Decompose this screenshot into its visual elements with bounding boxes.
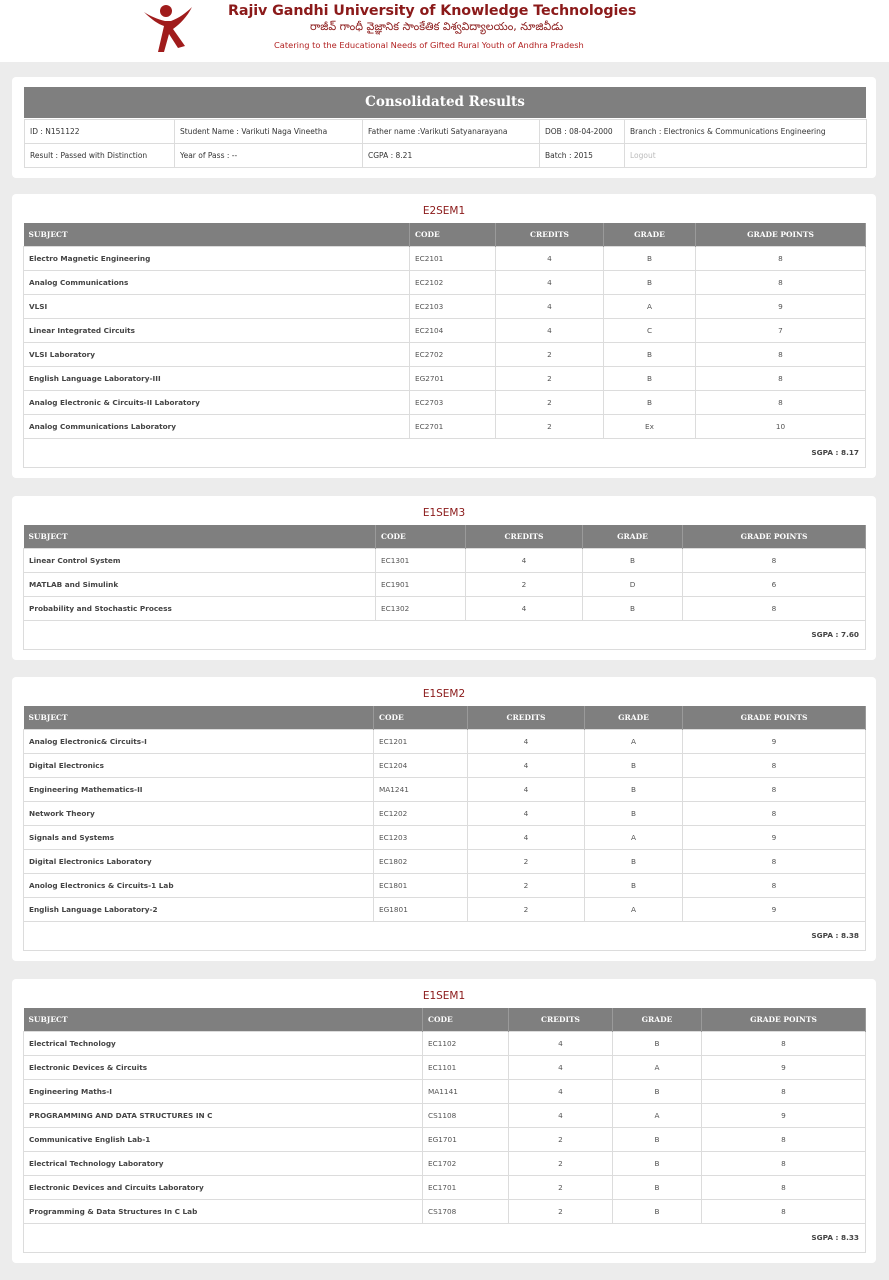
subject-code: EG1801 bbox=[374, 897, 468, 921]
credits: 4 bbox=[509, 1103, 613, 1127]
credits: 2 bbox=[509, 1151, 613, 1175]
grade: B bbox=[585, 801, 683, 825]
subject-code: EC1901 bbox=[376, 572, 466, 596]
subject-code: EC1102 bbox=[423, 1031, 509, 1055]
grade: B bbox=[604, 366, 696, 390]
student-name: Student Name : Varikuti Naga Vineetha bbox=[175, 120, 363, 144]
column-header-credits: CREDITS bbox=[468, 706, 585, 729]
consolidated-results-title: Consolidated Results bbox=[24, 87, 866, 118]
grade-points: 8 bbox=[683, 753, 866, 777]
semester-card-e2sem1 bbox=[12, 194, 876, 478]
grade-points: 8 bbox=[683, 596, 866, 620]
grade: A bbox=[585, 729, 683, 753]
column-header-subject: SUBJECT bbox=[24, 1008, 423, 1031]
credits: 2 bbox=[468, 849, 585, 873]
subject-name: Electro Magnetic Engineering bbox=[24, 246, 410, 270]
column-header-credits: CREDITS bbox=[509, 1008, 613, 1031]
sgpa-row bbox=[24, 1223, 866, 1252]
grade: B bbox=[613, 1127, 702, 1151]
column-header-subject: SUBJECT bbox=[24, 706, 374, 729]
grade: D bbox=[583, 572, 683, 596]
grade: B bbox=[613, 1175, 702, 1199]
grades-table bbox=[23, 223, 866, 468]
subject-name: VLSI Laboratory bbox=[24, 342, 410, 366]
subject-code: EC2104 bbox=[410, 318, 496, 342]
column-header-grade: GRADE bbox=[583, 525, 683, 548]
university-name: Rajiv Gandhi University of Knowledge Technologies bbox=[228, 3, 637, 19]
grade-points: 8 bbox=[683, 801, 866, 825]
sgpa-row bbox=[24, 620, 866, 649]
grade-points: 8 bbox=[702, 1079, 866, 1103]
subject-name: VLSI bbox=[24, 294, 410, 318]
credits: 4 bbox=[496, 246, 604, 270]
grade-points: 6 bbox=[683, 572, 866, 596]
grade-points: 8 bbox=[696, 270, 866, 294]
table-row bbox=[24, 1199, 866, 1223]
table-row bbox=[24, 548, 866, 572]
table-row bbox=[24, 1103, 866, 1127]
grade: A bbox=[604, 294, 696, 318]
grade: B bbox=[613, 1079, 702, 1103]
table-row bbox=[24, 849, 866, 873]
subject-code: EC1701 bbox=[423, 1175, 509, 1199]
grade: A bbox=[613, 1055, 702, 1079]
grade-points: 8 bbox=[696, 390, 866, 414]
grade: B bbox=[585, 849, 683, 873]
table-row bbox=[24, 1055, 866, 1079]
table-row bbox=[24, 342, 866, 366]
column-header-code: CODE bbox=[410, 223, 496, 246]
grades-table bbox=[23, 525, 866, 650]
grade-points: 8 bbox=[683, 548, 866, 572]
grade: Ex bbox=[604, 414, 696, 438]
grade: A bbox=[585, 897, 683, 921]
subject-code: EC1101 bbox=[423, 1055, 509, 1079]
subject-name: Linear Control System bbox=[24, 548, 376, 572]
column-header-grade-points: GRADE POINTS bbox=[683, 525, 866, 548]
subject-name: PROGRAMMING AND DATA STRUCTURES IN C bbox=[24, 1103, 423, 1127]
university-name-telugu: రాజీవ్ గాంధీ వైజ్ఞానిక సాంకేతిక విశ్వవిద్యాలయం, నూజివీడు bbox=[310, 20, 564, 33]
grade-points: 7 bbox=[696, 318, 866, 342]
grades-table bbox=[23, 706, 866, 951]
branch: Branch : Electronics & Communications Engineering bbox=[625, 120, 867, 144]
batch: Batch : 2015 bbox=[540, 144, 625, 168]
credits: 4 bbox=[509, 1031, 613, 1055]
subject-name: Digital Electronics Laboratory bbox=[24, 849, 374, 873]
subject-code: EC1203 bbox=[374, 825, 468, 849]
grade: B bbox=[613, 1151, 702, 1175]
grade: B bbox=[613, 1199, 702, 1223]
table-header-row bbox=[24, 525, 866, 548]
subject-name: English Language Laboratory-III bbox=[24, 366, 410, 390]
credits: 2 bbox=[468, 897, 585, 921]
grade: B bbox=[585, 753, 683, 777]
subject-name: English Language Laboratory-2 bbox=[24, 897, 374, 921]
semester-title: E1SEM2 bbox=[422, 688, 466, 700]
student-id: ID : N151122 bbox=[25, 120, 175, 144]
column-header-grade-points: GRADE POINTS bbox=[696, 223, 866, 246]
credits: 2 bbox=[496, 414, 604, 438]
subject-name: Analog Electronic& Circuits-I bbox=[24, 729, 374, 753]
semester-card-e1sem1 bbox=[12, 979, 876, 1263]
student-info-table bbox=[24, 119, 867, 168]
subject-name: Signals and Systems bbox=[24, 825, 374, 849]
column-header-grade-points: GRADE POINTS bbox=[683, 706, 866, 729]
year-of-pass: Year of Pass : -- bbox=[175, 144, 363, 168]
grade: B bbox=[585, 873, 683, 897]
date-of-birth: DOB : 08-04-2000 bbox=[540, 120, 625, 144]
table-row bbox=[24, 318, 866, 342]
university-logo-icon bbox=[142, 2, 194, 54]
table-header-row bbox=[24, 223, 866, 246]
semester-title: E1SEM3 bbox=[422, 507, 466, 519]
sgpa-value: SGPA : 7.60 bbox=[24, 620, 866, 649]
student-info-row bbox=[25, 144, 867, 168]
cgpa: CGPA : 8.21 bbox=[363, 144, 540, 168]
subject-code: EC2101 bbox=[410, 246, 496, 270]
column-header-credits: CREDITS bbox=[496, 223, 604, 246]
grade-points: 9 bbox=[683, 729, 866, 753]
subject-name: Electrical Technology bbox=[24, 1031, 423, 1055]
sgpa-row bbox=[24, 438, 866, 467]
credits: 2 bbox=[496, 390, 604, 414]
column-header-subject: SUBJECT bbox=[24, 223, 410, 246]
table-row bbox=[24, 596, 866, 620]
credits: 4 bbox=[468, 825, 585, 849]
subject-code: EC1204 bbox=[374, 753, 468, 777]
table-header-row bbox=[24, 706, 866, 729]
semester-title: E2SEM1 bbox=[422, 205, 466, 217]
table-row bbox=[24, 1127, 866, 1151]
credits: 2 bbox=[496, 342, 604, 366]
table-row bbox=[24, 1175, 866, 1199]
grade: B bbox=[604, 270, 696, 294]
grade: B bbox=[604, 246, 696, 270]
grade: C bbox=[604, 318, 696, 342]
table-row bbox=[24, 777, 866, 801]
credits: 4 bbox=[468, 777, 585, 801]
subject-name: Communicative English Lab-1 bbox=[24, 1127, 423, 1151]
table-row bbox=[24, 1031, 866, 1055]
subject-code: EC2102 bbox=[410, 270, 496, 294]
column-header-credits: CREDITS bbox=[466, 525, 583, 548]
sgpa-value: SGPA : 8.38 bbox=[24, 921, 866, 950]
grade: B bbox=[585, 777, 683, 801]
column-header-subject: SUBJECT bbox=[24, 525, 376, 548]
subject-name: Probability and Stochastic Process bbox=[24, 596, 376, 620]
table-row bbox=[24, 801, 866, 825]
table-row bbox=[24, 390, 866, 414]
father-name: Father name :Varikuti Satyanarayana bbox=[363, 120, 540, 144]
subject-name: Engineering Mathematics-II bbox=[24, 777, 374, 801]
subject-code: EC2703 bbox=[410, 390, 496, 414]
grade-points: 8 bbox=[696, 342, 866, 366]
grade-points: 9 bbox=[683, 897, 866, 921]
subject-code: CS1708 bbox=[423, 1199, 509, 1223]
grade-points: 9 bbox=[696, 294, 866, 318]
grade-points: 8 bbox=[702, 1151, 866, 1175]
credits: 4 bbox=[509, 1079, 613, 1103]
grade-points: 8 bbox=[702, 1199, 866, 1223]
grade-points: 10 bbox=[696, 414, 866, 438]
credits: 2 bbox=[468, 873, 585, 897]
semester-card-e1sem3 bbox=[12, 496, 876, 660]
column-header-code: CODE bbox=[374, 706, 468, 729]
semester-card-e1sem2 bbox=[12, 677, 876, 961]
grade: B bbox=[604, 342, 696, 366]
subject-code: EC2701 bbox=[410, 414, 496, 438]
result-status: Result : Passed with Distinction bbox=[25, 144, 175, 168]
table-header-row bbox=[24, 1008, 866, 1031]
credits: 4 bbox=[466, 596, 583, 620]
subject-code: EC1201 bbox=[374, 729, 468, 753]
logout-link[interactable]: Logout bbox=[625, 144, 867, 168]
university-tagline: Catering to the Educational Needs of Gifted Rural Youth of Andhra Pradesh bbox=[274, 40, 584, 50]
column-header-code: CODE bbox=[423, 1008, 509, 1031]
sgpa-value: SGPA : 8.33 bbox=[24, 1223, 866, 1252]
subject-name: Engineering Maths-I bbox=[24, 1079, 423, 1103]
subject-code: MA1141 bbox=[423, 1079, 509, 1103]
subject-code: EG1701 bbox=[423, 1127, 509, 1151]
grade: A bbox=[613, 1103, 702, 1127]
grade-points: 8 bbox=[683, 873, 866, 897]
credits: 4 bbox=[468, 729, 585, 753]
subject-name: Digital Electronics bbox=[24, 753, 374, 777]
table-row bbox=[24, 753, 866, 777]
subject-code: EG2701 bbox=[410, 366, 496, 390]
grade-points: 8 bbox=[683, 777, 866, 801]
credits: 4 bbox=[468, 801, 585, 825]
credits: 4 bbox=[496, 294, 604, 318]
column-header-grade: GRADE bbox=[604, 223, 696, 246]
subject-name: Programming & Data Structures In C Lab bbox=[24, 1199, 423, 1223]
grade-points: 8 bbox=[696, 246, 866, 270]
table-row bbox=[24, 414, 866, 438]
credits: 4 bbox=[509, 1055, 613, 1079]
grade-points: 8 bbox=[702, 1175, 866, 1199]
consolidated-results-card bbox=[12, 77, 876, 178]
table-row bbox=[24, 270, 866, 294]
credits: 4 bbox=[466, 548, 583, 572]
subject-code: CS1108 bbox=[423, 1103, 509, 1127]
subject-name: Analog Electronic & Circuits-II Laboratory bbox=[24, 390, 410, 414]
subject-code: EC2103 bbox=[410, 294, 496, 318]
table-row bbox=[24, 825, 866, 849]
grade-points: 9 bbox=[702, 1055, 866, 1079]
subject-name: Network Theory bbox=[24, 801, 374, 825]
table-row bbox=[24, 1151, 866, 1175]
sgpa-row bbox=[24, 921, 866, 950]
grade: B bbox=[583, 596, 683, 620]
column-header-grade: GRADE bbox=[613, 1008, 702, 1031]
subject-code: EC1202 bbox=[374, 801, 468, 825]
subject-name: Anolog Electronics & Circuits-1 Lab bbox=[24, 873, 374, 897]
grade: A bbox=[585, 825, 683, 849]
credits: 2 bbox=[509, 1199, 613, 1223]
sgpa-value: SGPA : 8.17 bbox=[24, 438, 866, 467]
semester-title: E1SEM1 bbox=[422, 990, 466, 1002]
table-row bbox=[24, 246, 866, 270]
grade-points: 9 bbox=[683, 825, 866, 849]
grade-points: 8 bbox=[702, 1031, 866, 1055]
subject-code: EC2702 bbox=[410, 342, 496, 366]
grade: B bbox=[604, 390, 696, 414]
grades-table bbox=[23, 1008, 866, 1253]
credits: 4 bbox=[496, 270, 604, 294]
subject-name: Electronic Devices and Circuits Laboratory bbox=[24, 1175, 423, 1199]
subject-code: EC1702 bbox=[423, 1151, 509, 1175]
grade-points: 8 bbox=[696, 366, 866, 390]
grade-points: 8 bbox=[702, 1127, 866, 1151]
credits: 2 bbox=[466, 572, 583, 596]
grade: B bbox=[583, 548, 683, 572]
subject-code: EC1302 bbox=[376, 596, 466, 620]
subject-name: Electrical Technology Laboratory bbox=[24, 1151, 423, 1175]
table-row bbox=[24, 873, 866, 897]
credits: 4 bbox=[496, 318, 604, 342]
table-row bbox=[24, 294, 866, 318]
table-row bbox=[24, 729, 866, 753]
subject-name: Electronic Devices & Circuits bbox=[24, 1055, 423, 1079]
subject-code: MA1241 bbox=[374, 777, 468, 801]
subject-name: Linear Integrated Circuits bbox=[24, 318, 410, 342]
subject-code: EC1801 bbox=[374, 873, 468, 897]
table-row bbox=[24, 1079, 866, 1103]
grade: B bbox=[613, 1031, 702, 1055]
subject-name: Analog Communications Laboratory bbox=[24, 414, 410, 438]
table-row bbox=[24, 897, 866, 921]
credits: 2 bbox=[509, 1175, 613, 1199]
column-header-code: CODE bbox=[376, 525, 466, 548]
column-header-grade-points: GRADE POINTS bbox=[702, 1008, 866, 1031]
site-header bbox=[0, 0, 889, 62]
grade-points: 8 bbox=[683, 849, 866, 873]
credits: 2 bbox=[496, 366, 604, 390]
column-header-grade: GRADE bbox=[585, 706, 683, 729]
subject-code: EC1301 bbox=[376, 548, 466, 572]
subject-name: MATLAB and Simulink bbox=[24, 572, 376, 596]
credits: 4 bbox=[468, 753, 585, 777]
subject-name: Analog Communications bbox=[24, 270, 410, 294]
credits: 2 bbox=[509, 1127, 613, 1151]
table-row bbox=[24, 366, 866, 390]
subject-code: EC1802 bbox=[374, 849, 468, 873]
student-info-row bbox=[25, 120, 867, 144]
grade-points: 9 bbox=[702, 1103, 866, 1127]
table-row bbox=[24, 572, 866, 596]
